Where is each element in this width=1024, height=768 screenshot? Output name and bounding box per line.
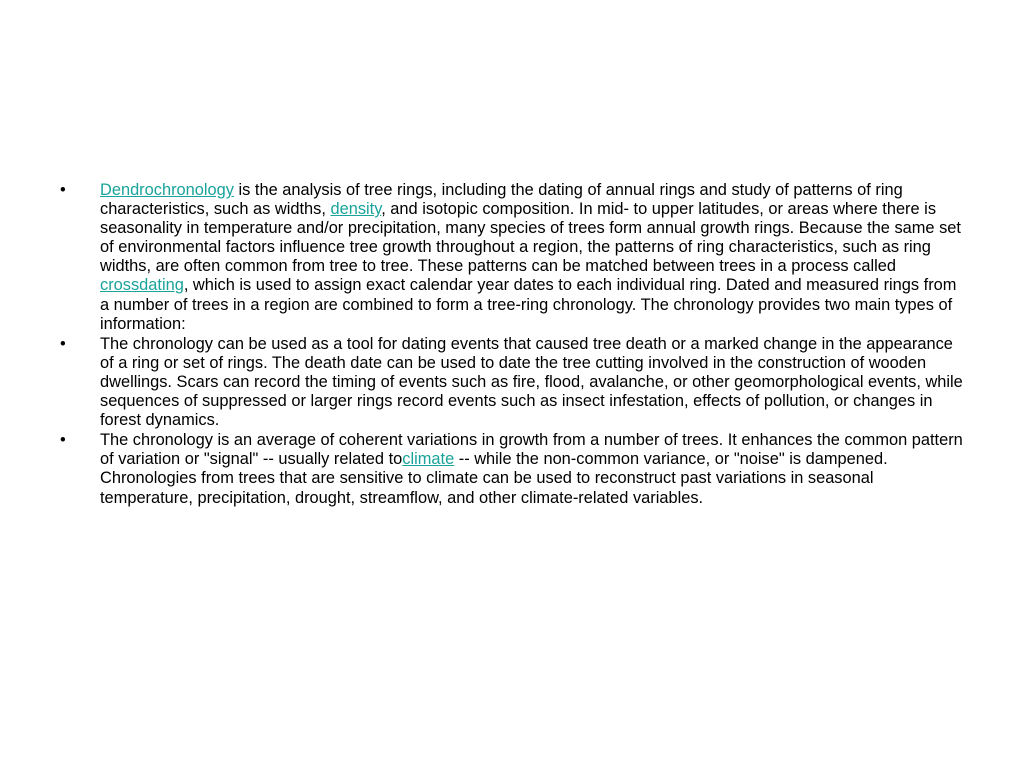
crossdating-link[interactable]: crossdating — [100, 276, 184, 295]
text-segment: The chronology can be used as a tool for dating events that caused tree death or a marked change in the appearance of a ring or set of rings. The death date can be used to date the tree cutting involved in the construction of wooden dwellings. Scars can record the timing of events such as fire, flood, avalanche, or other geomorphological events, while sequences of suppressed or larger rings record events such as insect infestation, effects of pollution, or changes in forest dynamics. — [100, 334, 963, 430]
bullet-text — [100, 431, 970, 507]
bullet-marker: • — [60, 334, 66, 353]
bullet-list — [58, 181, 970, 508]
bullet-text — [100, 335, 970, 430]
bullet-item-dendrochronology — [58, 181, 970, 334]
climate-link[interactable]: climate — [402, 450, 455, 469]
density-link[interactable]: density — [330, 200, 382, 219]
bullet-text — [100, 181, 970, 334]
text-segment: -- while the non-common variance, or "noise" is dampened. Chronologies from trees that are sensitive to climate can be used to reconstruct past variations in seasonal temperature, precipitation, drought, streamflow, and other climate-related variables. — [100, 450, 888, 507]
bullet-marker: • — [60, 181, 66, 199]
text-segment: The chronology is an average of coherent variations in growth from a number of trees. It enhances the common pattern of variation or "signal" -- usually related to — [100, 431, 963, 469]
dendrochronology-link[interactable]: Dendrochronology — [100, 181, 234, 199]
bullet-marker: • — [60, 431, 66, 450]
text-segment: , and isotopic composition. In mid- to upper latitudes, or areas where there is seasonality in temperature and/or precipitation, many species of trees form annual growth rings. Because the same set of environmental factors influence tree growth throughout a region, the patterns of ring characteristics, such as ring widths, are often common from tree to tree. These patterns can be matched between trees in a process called — [100, 200, 961, 276]
slide-body — [58, 181, 970, 509]
bullet-item-dating-events — [58, 335, 970, 430]
text-segment: is the analysis of tree rings, including the dating of annual rings and study of patterns of ring characteristics, such as widths, — [100, 181, 903, 219]
text-segment: , which is used to assign exact calendar year dates to each individual ring. Dated and measured rings from a number of trees in a region are combined to form a tree-ring chronology. The chronology provides two main types of information: — [100, 276, 957, 333]
bullet-item-climate-signal — [58, 431, 970, 507]
